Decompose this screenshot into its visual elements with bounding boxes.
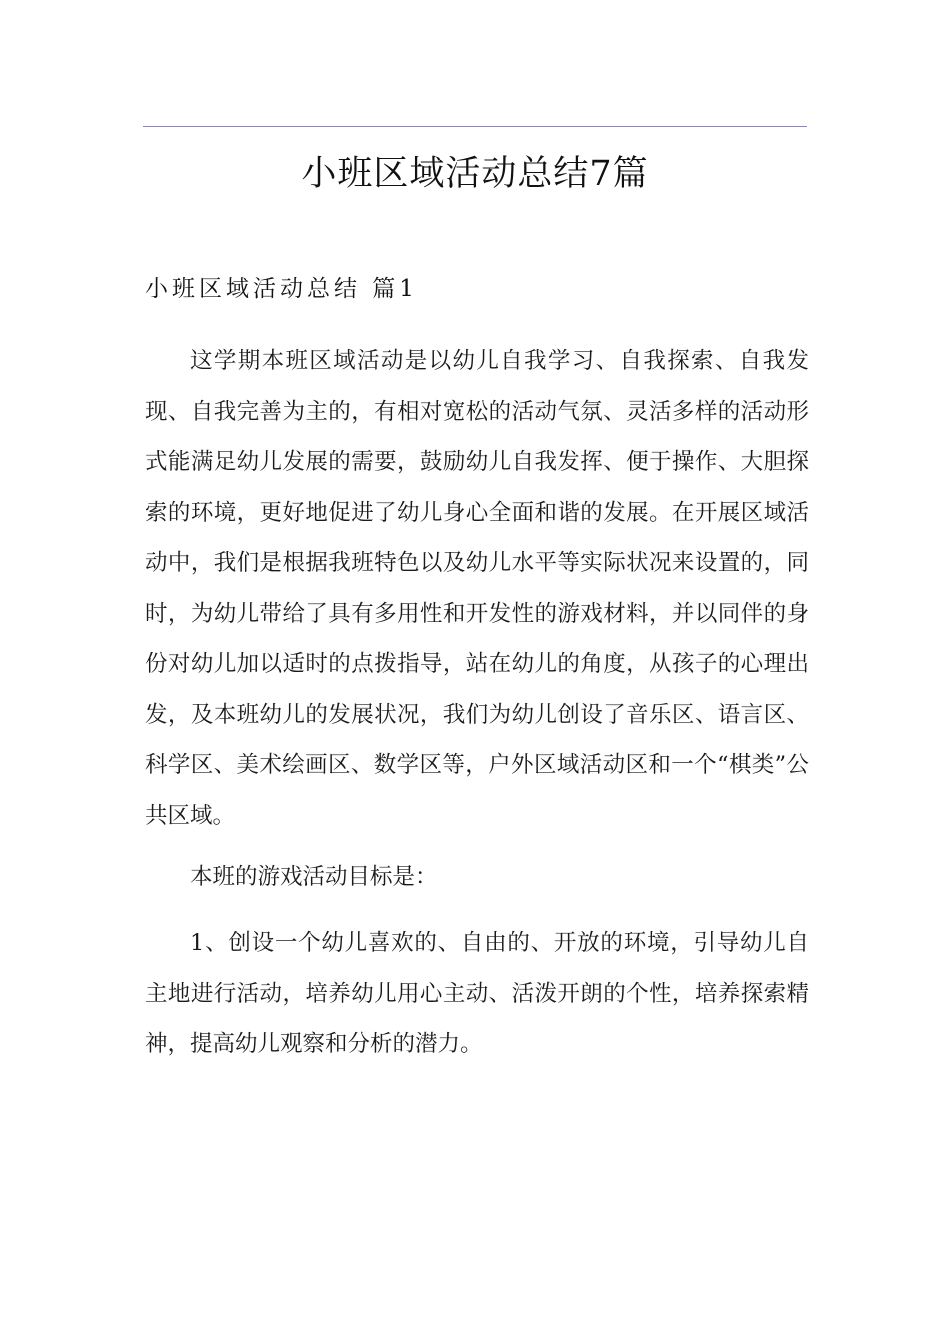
- header-rule: [143, 126, 807, 127]
- body-paragraph-intro: 这学期本班区域活动是以幼儿自我学习、自我探索、自我发现、自我完善为主的，有相对宽松的活动气氛、灵活多样的活动形式能满足幼儿发展的需要，鼓励幼儿自我发挥、便于操作、大胆探索的环境，更好地促进了幼儿身心全面和谐的发展。在开展区域活动中，我们是根据我班特色以及幼儿水平等实际状况来设置的，同时，为幼儿带给了具有多用性和开发性的游戏材料，并以同伴的身份对幼儿加以适时的点拨指导，站在幼儿的角度，从孩子的心理出发，及本班幼儿的发展状况，我们为幼儿创设了音乐区、语言区、科学区、美术绘画区、数学区等，户外区域活动区和一个“棋类”公共区域。: [145, 348, 809, 829]
- body-paragraph-goal-1: 1、创设一个幼儿喜欢的、自由的、开放的环境，引导幼儿自主地进行活动，培养幼儿用心主动、活泼开朗的个性，培养探索精神，提高幼儿观察和分析的潜力。: [145, 930, 809, 1057]
- document-title: 小班区域活动总结7篇: [301, 154, 649, 194]
- body-paragraph-goals-lead: 本班的游戏活动目标是：: [190, 864, 438, 890]
- section-heading: 小班区域活动总结 篇1: [145, 276, 418, 302]
